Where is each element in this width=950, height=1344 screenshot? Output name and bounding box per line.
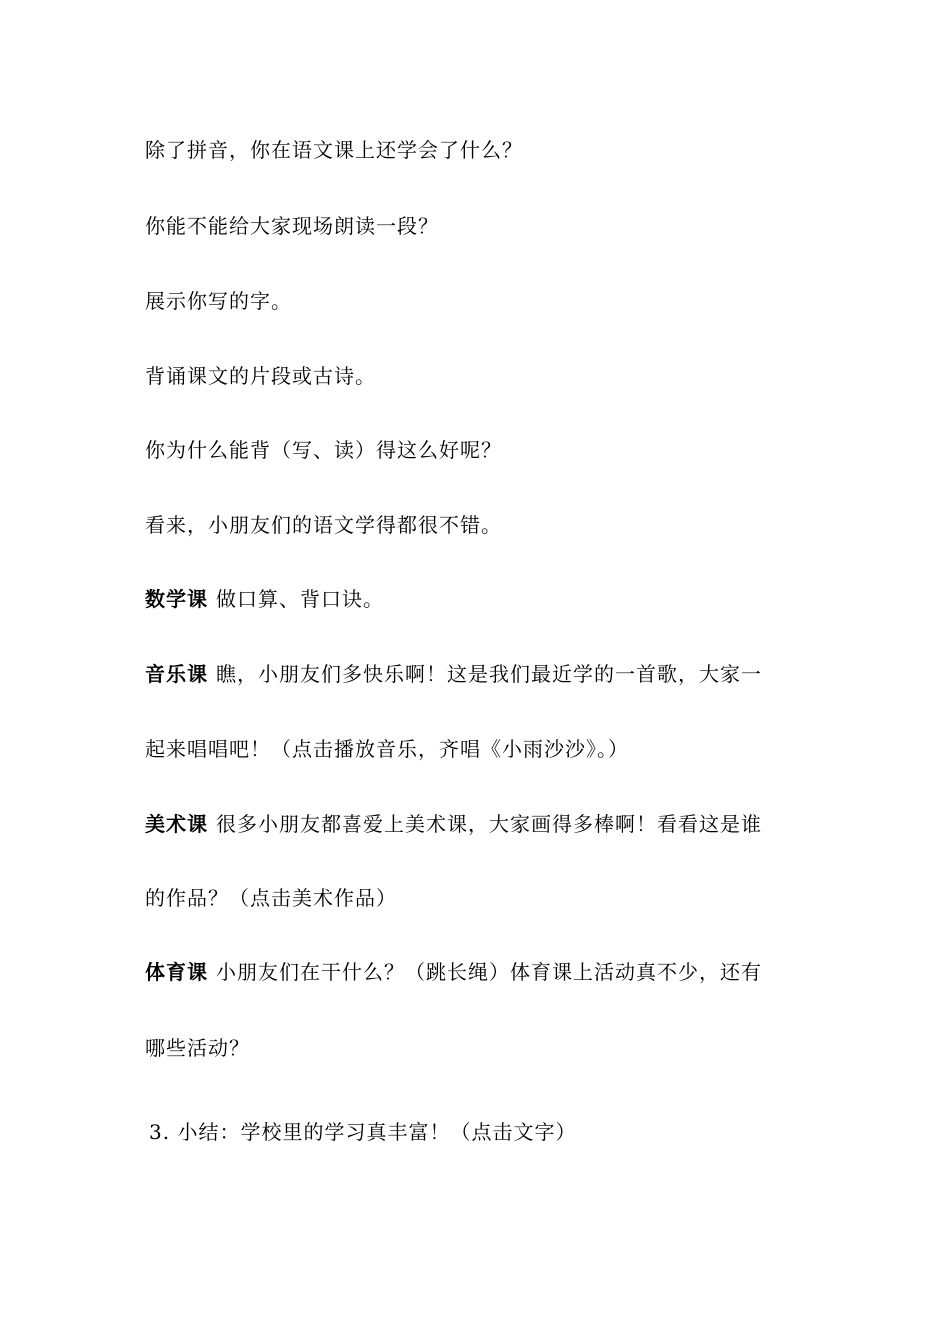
art-paragraph [145,810,825,838]
summary-paragraph: 3. 小结：学校里的学习真丰富！（点击文字） [149,1120,577,1144]
art-text-line-2: 的作品？（点击美术作品） [145,886,397,910]
music-paragraph [145,660,825,688]
art-text-line-1: 很多小朋友都喜爱上美术课，大家画得多棒啊！看看这是谁 [216,812,762,836]
paragraph: 看来，小朋友们的语文学得都很不错。 [145,513,502,537]
paragraph: 背诵课文的片段或古诗。 [145,364,376,388]
music-text-line-1: 瞧，小朋友们多快乐啊！这是我们最近学的一首歌，大家一 [216,662,762,686]
pe-paragraph [145,958,825,986]
pe-text-line-2: 哪些活动？ [145,1036,250,1060]
paragraph: 你能不能给大家现场朗读一段？ [145,214,439,238]
music-label: 音乐课 [145,662,208,686]
art-label: 美术课 [145,812,208,836]
paragraph: 除了拼音，你在语文课上还学会了什么？ [145,138,523,162]
paragraph: 你为什么能背（写、读）得这么好呢？ [145,438,502,462]
pe-text-line-1: 小朋友们在干什么？（跳长绳）体育课上活动真不少，还有 [216,960,762,984]
math-label: 数学课 [145,587,208,611]
math-text: 做口算、背口诀。 [216,587,384,611]
pe-label: 体育课 [145,960,208,984]
paragraph: 展示你写的字。 [145,289,292,313]
math-paragraph [145,585,825,613]
music-text-line-2: 起来唱唱吧！（点击播放音乐，齐唱《小雨沙沙》。） [145,737,629,761]
